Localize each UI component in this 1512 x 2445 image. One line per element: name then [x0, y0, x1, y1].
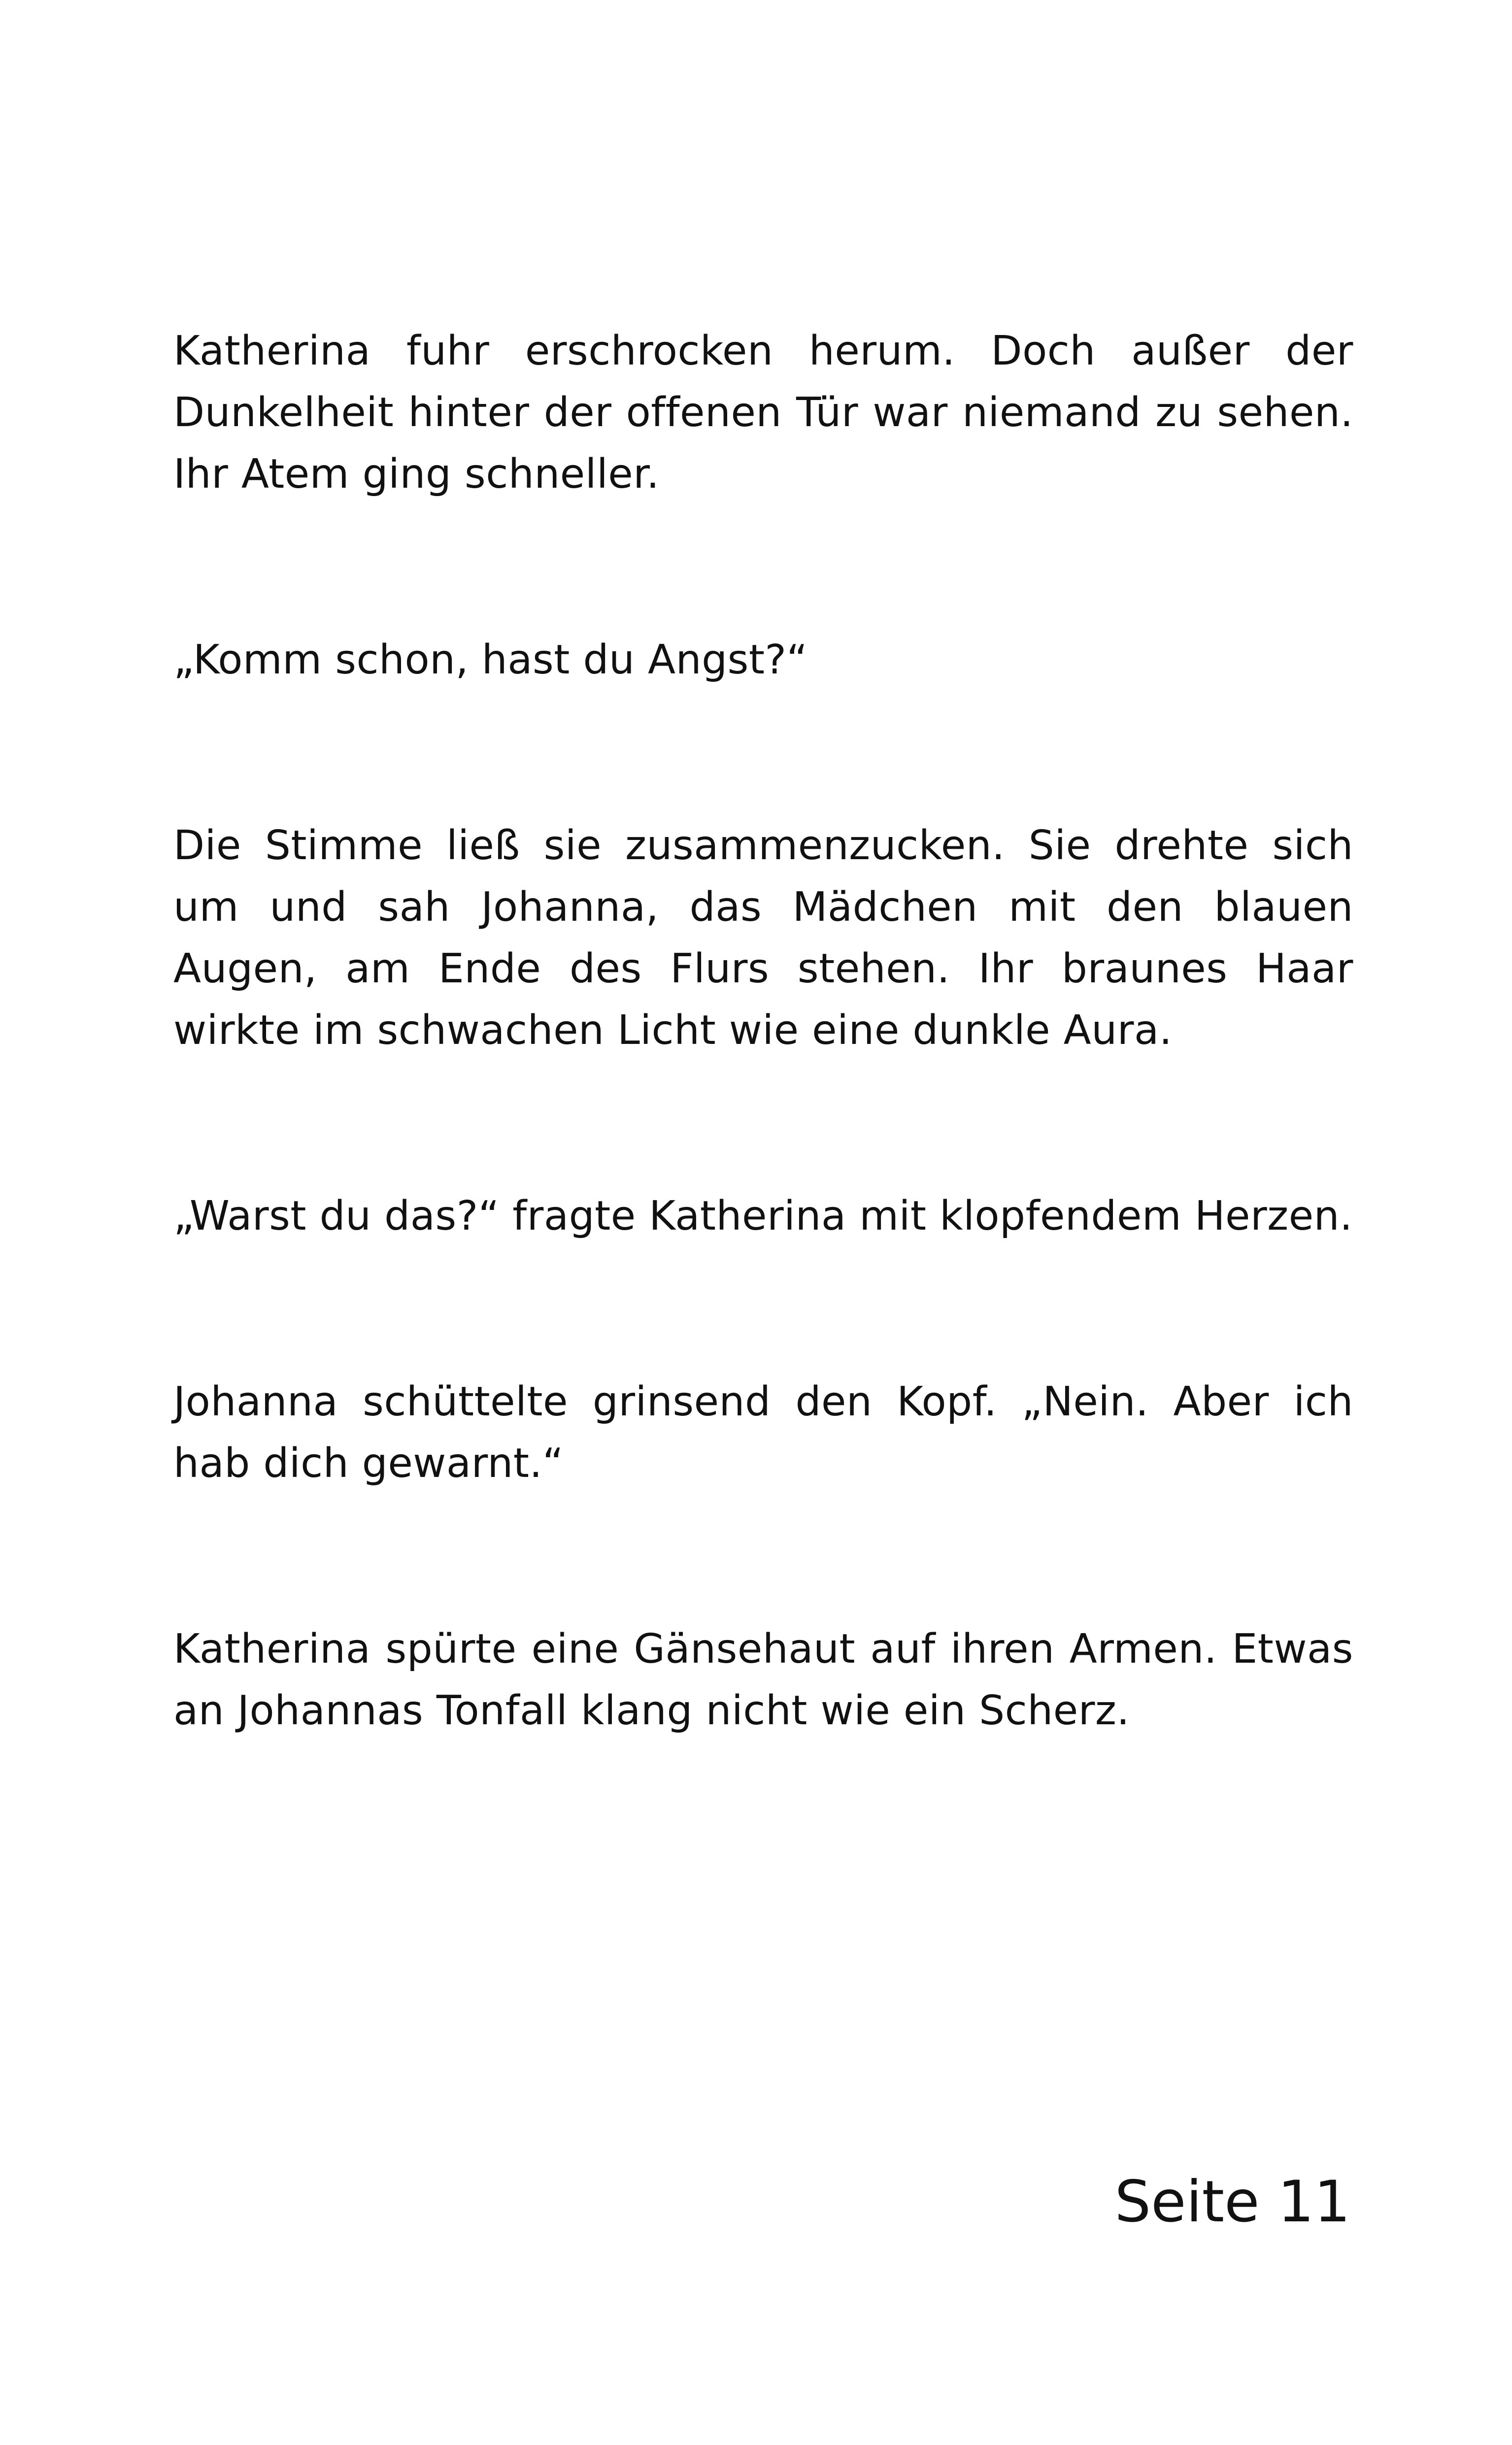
paragraph: Katherina fuhr erschrocken herum. Doch außer der Dunkelheit hinter der offenen Tür war niemand zu sehen. Ihr Atem ging schneller. — [173, 328, 1353, 498]
paragraph: Johanna schüttelte grinsend den Kopf. „Nein. Aber ich hab dich gewarnt.“ — [173, 1378, 1353, 1487]
body-text — [173, 320, 1353, 1866]
paragraph: „Komm schon, hast du Angst?“ — [173, 636, 808, 683]
paragraph: „Warst du das?“ fragte Katherina mit klopfendem Herzen. — [173, 1193, 1353, 1239]
paragraph: Katherina spürte eine Gänsehaut auf ihren Armen. Etwas an Johannas Tonfall klang nicht wie ein Scherz. — [173, 1626, 1353, 1734]
page-number: Seite 11 — [1114, 2169, 1350, 2235]
paragraph: Die Stimme ließ sie zusammenzucken. Sie drehte sich um und sah Johanna, das Mädchen mit den blauen Augen, am Ende des Flurs stehen. Ihr braunes Haar wirkte im schwachen Licht wie eine dunkle Aura. — [173, 822, 1353, 1054]
